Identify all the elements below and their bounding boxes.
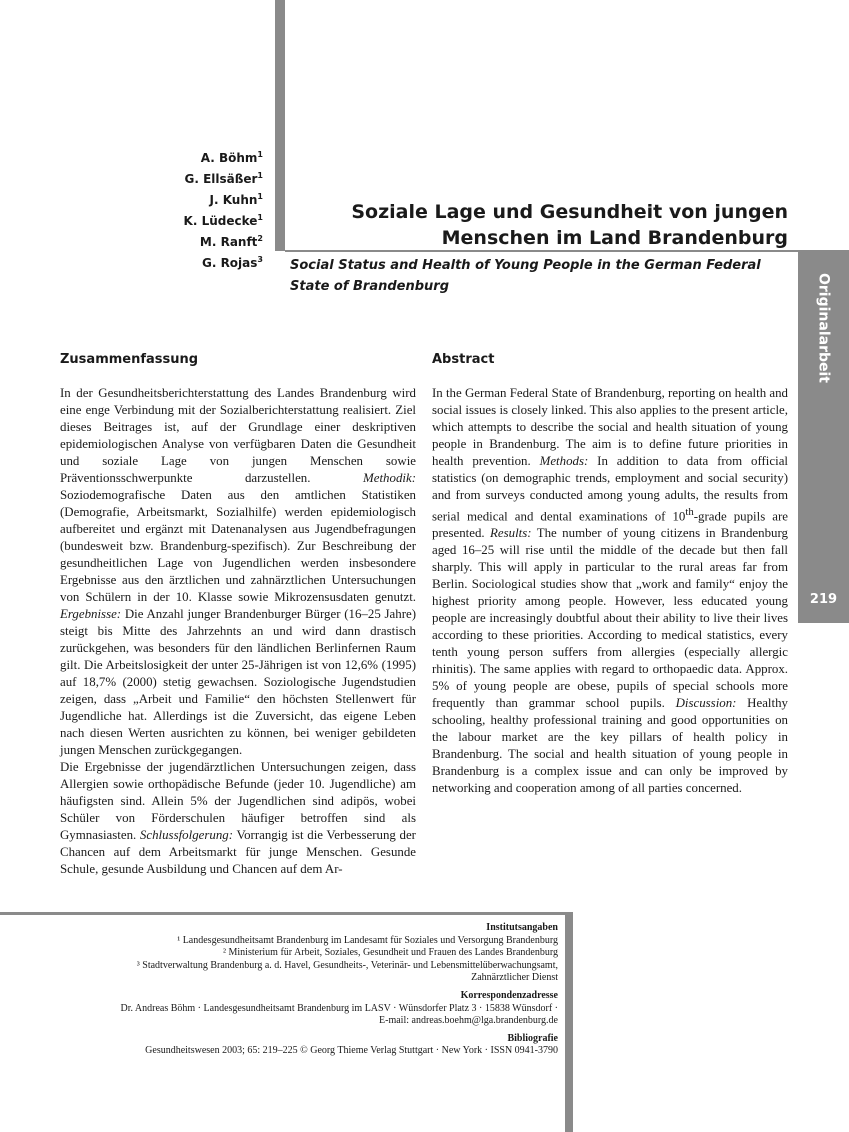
bibliography-line: Gesundheitswesen 2003; 65: 219–225 © Georg Thieme Verlag Stuttgart · New York · ISSN 0941-3790 [145,1045,558,1057]
correspondence-address: Dr. Andreas Böhm · Landesgesundheitsamt Brandenburg im LASV · Wünsdorfer Platz 3 · 15838 Wünsdorf · [120,1002,558,1014]
author: M. Ranft$^2$ [199,234,263,249]
footer-rule [0,912,573,915]
author: J. Kuhn$^1$ [209,192,263,207]
author: A. Böhm$^1$ [200,150,263,165]
korrespondenz-heading: Korrespondenzadresse [460,989,558,1001]
correspondence-email: E-mail: andreas.boehm@lga.brandenburg.de [379,1015,558,1027]
affiliation: ¹ Landesgesundheitsamt Brandenburg im Landesamt für Soziales und Versorgung Brandenburg [177,934,558,946]
footer-vertical-rule [565,912,573,1132]
article-title: Soziale Lage und Gesundheit von jungen Menschen im Land Brandenburg [351,201,788,249]
affiliation: ² Ministerium für Arbeit, Soziales, Gesundheit und Frauen des Landes Brandenburg [223,947,558,959]
zusammenfassung-paragraph: In der Gesundheitsberichterstattung des Landes Brandenburg wird eine enge Verbindung mit der Sozialberichterstattung realisiert. Ziel dieses Beitrages ist, auf der Grundlage einer deskriptiven epidemiologischen Analyse von verfügbaren Daten die Gesundheit und soziale Lage von jungen Menschen sowie Präventionsschwerpunkte darzustellen. Methodik: Soziodemografische Daten aus den amtlichen Statistiken (Demografie, Arbeitsmarkt, Sozialhilfe) werden epidemiologisch aufbereitet und ergänzt mit Datenanalysen aus Jugendbefragungen (bundesweit bzw. Brandenburg-spezifisch). Zur Beschreibung der gesundheitlichen Lage von Jugendlichen werden insbesondere Ergebnisse aus den ärztlichen und zahnärztlichen Untersuchungen von Schülern in der 10. Klasse sowie Mikrozensusdaten genutzt. Ergebnisse: Die Anzahl junger Brandenburger Bürger (16–25 Jahre) steigt bis Mitte des Jahrzehnts an und wird dann drastisch zurückgehen, was besonders für den ländlichen Berlinfernen Raum gilt. Die Arbeitslosigkeit der unter 25-Jährigen ist von 12,6% (1995) auf 18,7% (2000) stetig gewachsen. Soziologische Jugendstudien zeigen, dass „Arbeit und Familie“ den höchsten Stellenwert für Jugendliche hat. Allerdings ist die Zuversicht, das eigene Leben nach diesen Werten ausrichten zu können, bei weniger gebildeten jungen Menschen zurückgegangen. [60,386,416,757]
abstract-heading: Abstract [432,352,495,367]
zusammenfassung-paragraph: Die Ergebnisse der jugendärztlichen Untersuchungen zeigen, dass Allergien sowie orthopädische Befunde (jeder 10. Jugendliche) am häufigsten sind. Allein 5% der Jugendlichen sind adipös, wobei Schüler von Förderschulen häufiger betroffen sind als Gymnasiasten. Schlussfolgerung: Vorrangig ist die Verbesserung der Chancen auf dem Arbeitsmarkt für junge Menschen. Gesunde Schule, gesunde Ausbildung und Chancen auf dem Ar- [60,760,416,876]
author-list [120,146,263,272]
affiliation: ³ Stadtverwaltung Brandenburg a. d. Havel, Gesundheits-, Veterinär- und Lebensmittelüberwachungsamt, [136,959,558,971]
author: G. Rojas$^3$ [201,255,263,270]
english-subtitle: Social Status and Health of Young People in the German Federal State of Brandenburg [290,258,761,294]
bibliografie-heading: Bibliografie [507,1032,558,1044]
page-number: 219 [809,592,838,607]
author: K. Lüdecke$^1$ [183,213,263,228]
footer-info [20,922,558,1058]
author: G. Ellsäßer$^1$ [184,171,263,186]
article-type-label: Originalarbeit [815,273,832,383]
affiliation: Zahnärztlicher Dienst [471,972,558,984]
abstract-paragraph: In the German Federal State of Brandenburg, reporting on health and social issues is closely linked. This also applies to the present article, which attempts to describe the social and health situation of young people in Brandenburg. The aim is to define future priorities in health prevention. Methods: In addition to data from official statistics (on demographic trends, employment and social security) and from surveys conducted among young adults, the results from serial medical and dental examinations of 10th-grade pupils are presented. Results: The number of young citizens in Brandenburg aged 16–25 will rise until the middle of the decade but then fall sharply. This will apply in particular to the rural areas far from Berlin. Sociological studies show that „work and family“ enjoy the highest priority among people. However, less educated young people are increasingly doubtful about their ability to live their lives according to these priorities. According to medical statistics, every tenth young person suffers from allergies (especially allergic rhinitis). The same applies with regard to orthopaedic data. Approx. 5% of young people are obese, pupils of special schools more frequently than grammar school pupils. Discussion: Healthy schooling, healthy professional training and good opportunities on the labour market are the key pillars of health policy in Brandenburg. The social and health situation of young people in Brandenburg is a complex issue and can only be improved by networking and cooperation among of all parties concerned. [432,386,788,796]
zusammenfassung-column [60,351,416,878]
institutsangaben-heading: Institutsangaben [486,922,558,933]
abstract-column [432,351,788,797]
top-vertical-rule [275,0,285,251]
zusammenfassung-heading: Zusammenfassung [60,352,199,367]
